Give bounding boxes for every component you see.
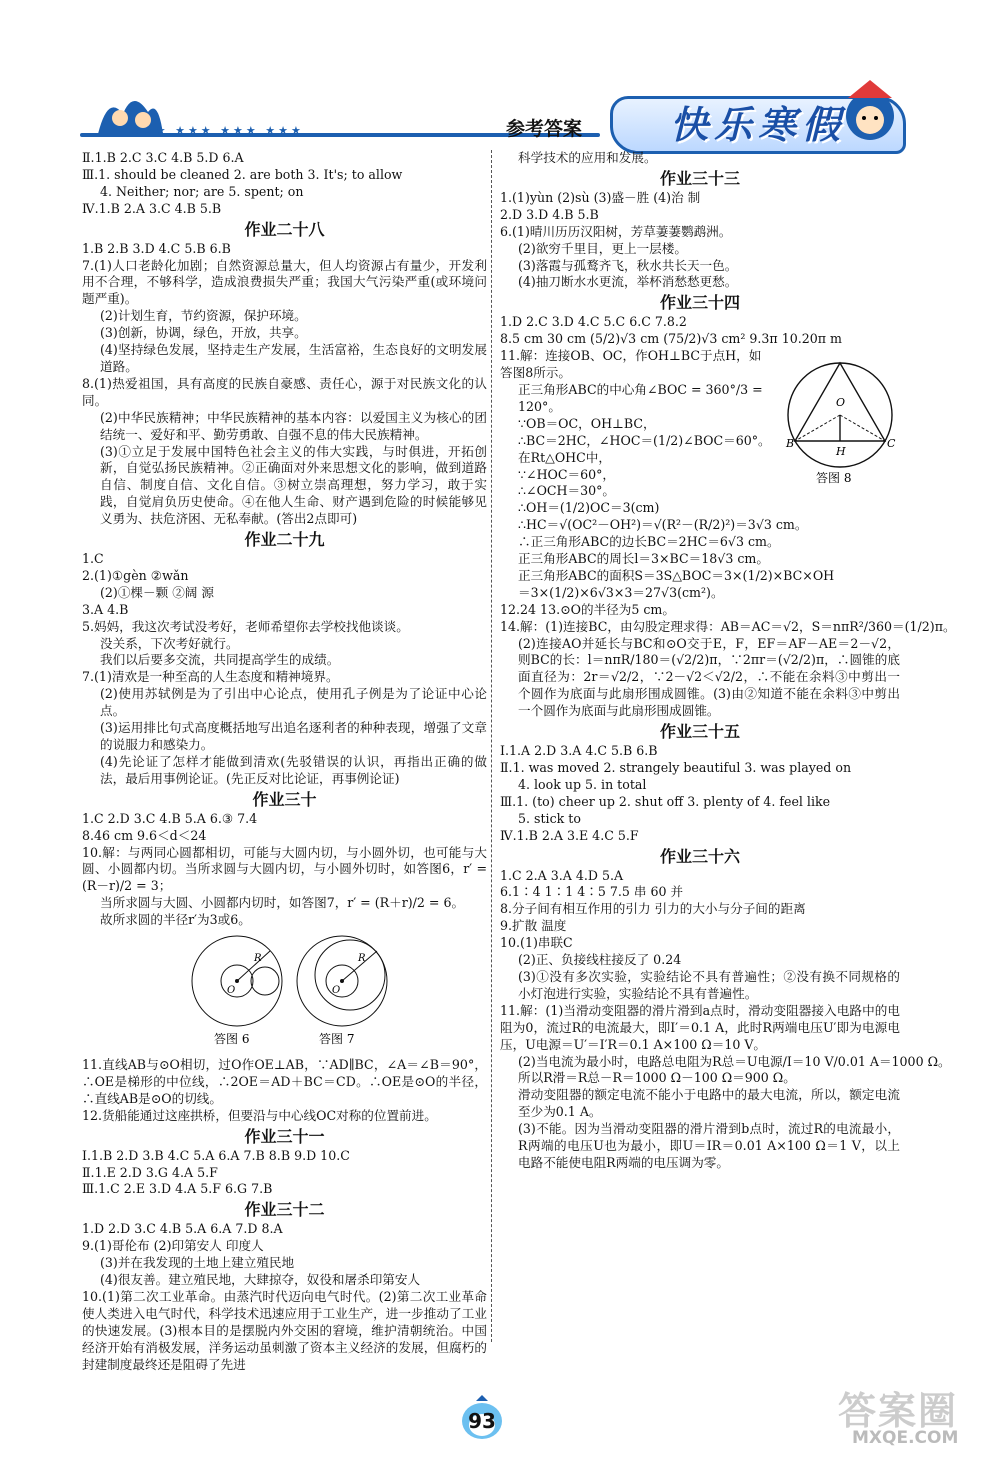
svg-text:O: O (836, 396, 846, 409)
answer-line: 故所求圆的半径r′为3或6。 (100, 912, 251, 928)
answer-line: Ⅱ.1.B 2.C 3.C 4.B 5.D 6.A (82, 150, 244, 165)
answer-line: 8.分子间有相互作用的引力 引力的大小与分子间的距离 (500, 901, 806, 917)
answer-line: ∴∠OCH＝30°。 (518, 483, 616, 499)
answer-line: 正三角形ABC的中心角∠BOC = 360°/3 = 120°。 (518, 381, 763, 414)
left-column (82, 150, 487, 1373)
watermark-line1: 答案圈 (838, 1389, 959, 1433)
answer-line: 11.解：连接OB、OC，作OH⊥BC于点H，如答图8所示。 (500, 348, 762, 381)
section-heading: 作业三十三 (659, 168, 740, 188)
answer-line: (4)坚持绿色发展，坚持走生产发展，生活富裕，生态良好的文明发展道路。 (100, 342, 487, 374)
answer-line: ∴BC＝2HC，∠HOC＝(1/2)∠BOC＝60°。 (518, 432, 771, 448)
answer-line: 1.C (82, 551, 104, 567)
figure-8 (778, 360, 908, 520)
watermark (838, 1380, 978, 1455)
answer-line: 正三角形ABC的面积S＝3S△BOC＝3×(1/2)×BC×OH (518, 567, 835, 583)
answer-line: 8.(1)热爱祖国，具有高度的民族自豪感、责任心，源于对民族文化的认同。 (82, 375, 487, 408)
watermark-line2: MXQE.COM (852, 1428, 959, 1448)
svg-text:C: C (887, 437, 896, 450)
answer-line: 1.B 2.B 3.D 4.C 5.B 6.B (82, 240, 231, 256)
answer-line: 5.妈妈，我这次考试没考好，老师希望你去学校找他谈谈。 (82, 618, 409, 634)
answer-line: (3)①立足于发展中国特色社会主义的伟大实践，与时俱进，开拓创新，自觉弘扬民族精神。②正确面对外来思想文化的影响，做到道路自信、制度自信、文化自信。③树立崇高理想，努力学习，敢于实践，自觉肩负历史使命。④在他人生命、财产遇到危险的时候能够见义勇为、扶危济困、无私奉献。(答出2点即可) (100, 443, 487, 527)
answer-line: 1.D 2.D 3.C 4.B 5.A 6.A 7.D 8.A (82, 1221, 283, 1237)
answer-line: (2)计划生育，节约资源，保护环境。 (100, 308, 307, 324)
answer-line: 2.(1)①gèn ②wǎn (82, 567, 189, 583)
answer-line: (4)很友善。建立殖民地，大肆掠夺，奴役和屠杀印第安人 (100, 1272, 421, 1288)
answer-line: 1.D 2.C 3.D 4.C 5.C 6.C 7.8.2 (500, 314, 687, 330)
answer-line: Ⅳ.1.B 2.A 3.C 4.B 5.B (82, 200, 222, 216)
answer-line: Ⅲ.1.C 2.E 3.D 4.A 5.F 6.G 7.B (82, 1181, 273, 1197)
answer-line: Ⅰ.1.A 2.D 3.A 4.C 5.B 6.B (500, 743, 658, 759)
answer-line: 12.货船能通过这座拱桥，但要沿与中心线OC对称的位置前进。 (82, 1107, 437, 1123)
answer-line: ∵∠HOC＝60°， (518, 466, 616, 482)
svg-text:R: R (358, 953, 366, 965)
svg-text:H: H (836, 445, 846, 458)
answer-line: (3)创新，协调，绿色，开放，共享。 (100, 325, 307, 341)
page-title: 参考答案 (506, 118, 583, 140)
logo-text: 快乐寒假 (610, 96, 906, 154)
answer-line: (2)①棵－颗 ②阔 源 (100, 584, 215, 600)
figure-8-caption: 答图 8 (816, 471, 852, 485)
svg-text:O: O (332, 985, 341, 997)
answer-line: 3.A 4.B (82, 601, 129, 617)
answer-line: (2)正、负接线柱接反了 0.24 (518, 952, 682, 968)
mascot-right-icon (828, 78, 908, 148)
concentric-circles-figures (182, 933, 402, 1048)
answer-line: 没关系，下次考好就行。 (100, 635, 239, 651)
section-heading: 作业二十九 (244, 530, 325, 550)
right-column (500, 150, 956, 1172)
svg-text:R: R (254, 953, 262, 965)
svg-text:O: O (227, 985, 236, 997)
section-heading: 作业三十一 (244, 1126, 325, 1146)
answer-line: (3)落霞与孤鹜齐飞，秋水共长天一色。 (518, 257, 738, 273)
answer-line: 8.5 cm 30 cm (5/2)√3 cm (75/2)√3 cm² 9.3π 10.20π m (500, 331, 842, 347)
answer-line: 1.C 2.A 3.A 4.D 5.A (500, 867, 624, 883)
page-number-badge (460, 1395, 504, 1441)
answer-line: 滑动变阻器的额定电流不能小于电路中的最大电流，所以，额定电流至少为0.1 A。 (518, 1087, 900, 1120)
answer-line: 11.直线AB与⊙O相切，过O作OE⊥AB，∵AD∥BC，∠A＝∠B＝90°，∴OE是梯形的中位线，∴2OE＝AD＋BC＝CD。∴OE是⊙O的半径，∴直线AB是⊙O的切线。 (82, 1056, 487, 1106)
answer-line: 6.(1)晴川历历汉阳树，芳草萋萋鹦鹉洲。 (500, 223, 732, 239)
section-heading: 作业三十二 (244, 1200, 325, 1220)
answer-line: 10.解：与两同心圆都相切，可能与大圆内切，与小圆外切，也可能与大圆、小圆都内切。当所求圆与大圆内切，与小圆外切时，如答图6，r′ = (R－r)/2 = 3； (82, 844, 487, 894)
page-number: 93 (468, 1409, 496, 1433)
answer-line: ∴OH＝(1/2)OC＝3(cm) (518, 500, 660, 516)
answer-line: ∵OB＝OC，OH⊥BC， (518, 415, 656, 431)
answer-line: (4)抽刀断水水更流，举杯消愁愁更愁。 (518, 274, 738, 290)
answer-line: (3)不能。因为当滑动变阻器的滑片滑到b点时，流过R的电流最小，R两端的电压U也为最小，即U＝IR＝0.01 A×100 Ω＝1 V，以上电路不能使电阻R两端的电压调为零。 (518, 1121, 900, 1170)
answer-line: (2)当电流为最小时，电路总电阻为R总＝U电源/I＝10 V/0.01 A＝1000 Ω。 (518, 1053, 951, 1069)
answer-line: 2.D 3.D 4.B 5.B (500, 206, 599, 222)
header-stars: ★★★ ★★★ ★★★ ★★★ (130, 124, 304, 137)
answer-line: (3)并在我发现的土地上建立殖民地 (100, 1255, 295, 1271)
answer-line: 我们以后要多交流，共同提高学生的成绩。 (100, 652, 340, 668)
figures-6-7 (182, 933, 487, 1053)
answer-line: (2)连接AO并延长与BC和⊙O交于E，F，EF＝AF－AE＝2－√2，则BC的长：l＝nπR/180＝(√2/2)π，∵2πr＝(√2/2)π，∴圆锥的底面直径为：2r＝√2/2，∵2－√2＜√2/2，∴不能在余料③中剪出一个圆作为底面与此扇形围成圆锥。(3)由②知道不能在余料③中剪出一个圆作为底面与此扇形围成圆锥。 (518, 635, 900, 719)
answer-line: 在Rt△OHC中， (518, 449, 611, 465)
answer-line: 4. look up 5. in total (518, 776, 647, 792)
answer-line: (4)先论证了怎样才能做到清欢(先驳错误的认识，再指出正确的做法，最后用事例论证。(先正反对比论证，再事例论证) (100, 753, 487, 786)
answer-line: 1.C 2.D 3.C 4.B 5.A 6.③ 7.4 (82, 810, 258, 826)
answer-line: Ⅰ.1.B 2.D 3.B 4.C 5.A 6.A 7.B 8.B 9.D 10.C (82, 1147, 350, 1163)
column-divider (491, 150, 492, 1342)
answer-line: (3)①没有多次实验，实验结论不具有普遍性；②没有换不同规格的小灯泡进行实验，实验结论不具有普遍性。 (518, 968, 900, 1001)
answer-line: Ⅳ.1.B 2.A 3.E 4.C 5.F (500, 827, 639, 843)
answer-line: Ⅱ.1. was moved 2. strangely beautiful 3. was played on (500, 760, 852, 775)
answer-line: (3)运用排比句式高度概括地写出追名逐利者的种种表现，增强了文章的说服力和感染力。 (100, 720, 487, 752)
answer-line: 10.(1)第二次工业革命。由蒸汽时代迈向电气时代。(2)第二次工业革命使人类进入电气时代，科学技术迅速应用于工业生产，进一步推动了工业的快速发展。(3)根本目的是摆脱内外交困的窘境，维护清朝统治。中国经济开始有消极发展，洋务运动虽刺激了资本主义经济的发展，但腐朽的封建制度最终还是阻碍了先进 (82, 1288, 487, 1372)
figure-7-caption: 答图 7 (319, 1032, 355, 1047)
answer-line: Ⅲ.1. should be cleaned 2. are both 3. It's; to allow (82, 166, 403, 182)
answer-line: ＝3×(1/2)×6√3×3＝27√3(cm²)。 (518, 584, 724, 600)
answer-line: Ⅲ.1. (to) cheer up 2. shut off 3. plenty of 4. feel like (500, 793, 831, 809)
answer-line: 科学技术的应用和发展。 (518, 150, 657, 165)
answer-line: 10.(1)串联C (500, 935, 573, 951)
answer-line: ∴HC＝√(OC²－OH²)＝√(R²－(R/2)²)＝3√3 cm。 (518, 517, 808, 533)
figure-6-caption: 答图 6 (214, 1032, 250, 1047)
section-heading: 作业三十四 (659, 293, 740, 313)
section-heading: 作业二十八 (244, 219, 325, 239)
section-heading: 作业三十 (252, 789, 317, 809)
page-header (0, 0, 1000, 158)
answer-line: 当所求圆与大圆、小圆都内切时，如答图7，r′ = (R＋r)/2 = 6。 (100, 895, 465, 911)
answer-line: 12.24 13.⊙O的半径为5 cm。 (500, 601, 675, 617)
answer-line: (2)中华民族精神；中华民族精神的基本内容：以爱国主义为核心的团结统一、爱好和平、勤劳勇敢、自强不息的伟大民族精神。 (100, 409, 487, 442)
section-heading: 作业三十五 (659, 722, 740, 742)
answer-line: 5. stick to (518, 810, 581, 826)
answer-line: 7.(1)清欢是一种至高的人生态度和精神境界。 (82, 669, 339, 685)
answer-line: 4. Neither; nor; are 5. spent; on (100, 183, 304, 199)
answer-line: 11.解：(1)当滑动变阻器的滑片滑到a点时，滑动变阻器接入电路中的电阻为0，流过R的电流最大，即I′＝0.1 A，此时R两端电压U′即为电源电压，U电源＝U′＝I′R＝0.1 A×100 Ω＝10 V。 (500, 1002, 900, 1052)
answer-line: (2)欲穷千里目，更上一层楼。 (518, 240, 687, 256)
answer-line: 1.(1)yùn (2)sù (3)盛－胜 (4)治 制 (500, 189, 701, 205)
answer-line: 正三角形ABC的周长l＝3×BC＝18√3 cm。 (518, 551, 769, 567)
answer-line: 6.1∶4 1∶1 4∶5 7.5 串 60 并 (500, 884, 684, 900)
answer-line: 所以R滑＝R总－R＝1000 Ω－100 Ω＝900 Ω。 (518, 1070, 796, 1086)
answer-line: 9.扩散 温度 (500, 918, 567, 934)
answer-line: 8.46 cm 9.6＜d＜24 (82, 827, 207, 843)
answer-line: Ⅱ.1.E 2.D 3.G 4.A 5.F (82, 1164, 218, 1180)
answer-line: (2)使用苏轼例是为了引出中心论点，使用孔子例是为了论证中心论点。 (100, 686, 487, 719)
answer-line: 9.(1)哥伦布 (2)印第安人 印度人 (82, 1238, 264, 1254)
answer-line: 14.解：(1)连接BC，由勾股定理求得：AB＝AC＝√2，S＝nπR²/360＝(1/2)π。 (500, 618, 956, 634)
section-heading: 作业三十六 (659, 846, 740, 866)
answer-line: 7.(1)人口老龄化加剧；自然资源总量大，但人均资源占有量少，开发利用不合理，不够科学，造成浪费损失严重；我国大气污染严重(或环境问题严重)。 (82, 257, 487, 307)
answer-line: ∴正三角形ABC的边长BC＝2HC＝6√3 cm。 (518, 534, 780, 550)
svg-text:B: B (786, 437, 795, 450)
